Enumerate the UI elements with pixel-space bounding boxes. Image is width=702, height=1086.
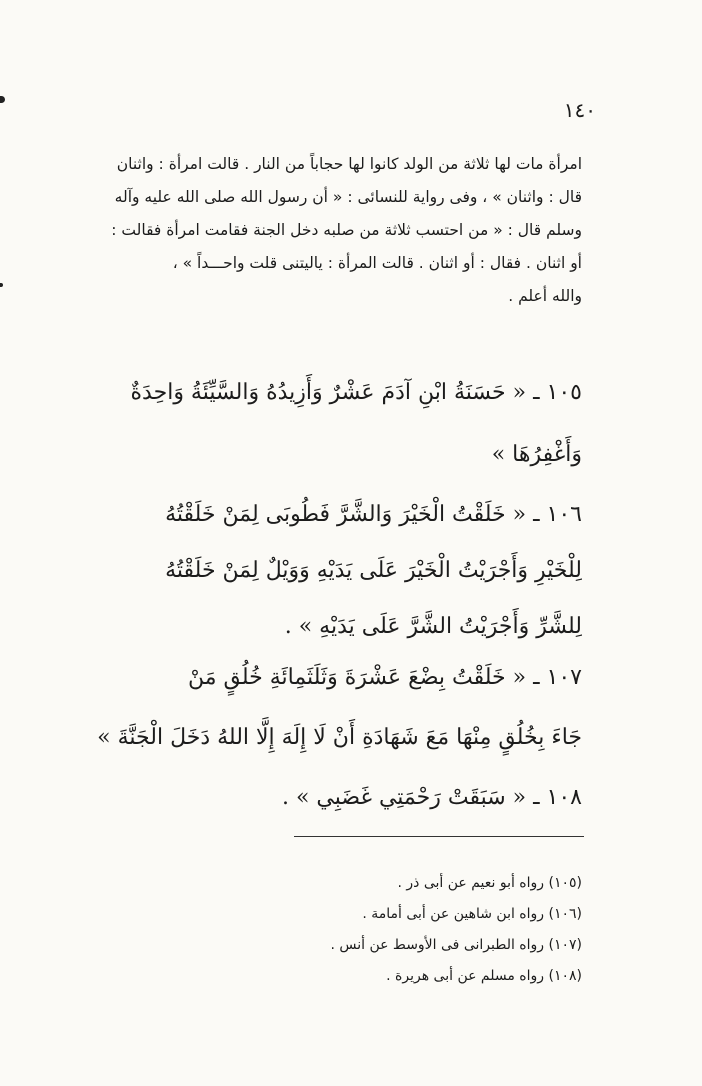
footnote-divider	[294, 836, 584, 837]
hadith-108	[64, 776, 582, 820]
intro-paragraph	[68, 148, 582, 313]
hadith-106	[64, 487, 582, 655]
footnote: (١٠٦) رواه ابن شاهين عن أبى أمامة .	[362, 906, 582, 922]
hadith-line: جَاءَ بِخُلُقٍ مِنْهَا مَعَ شَهَادَةِ أَنْ لَا إِلَهَ إِلَّا اللهُ دَخَلَ الْجَنَّةَ »	[97, 725, 582, 750]
footnote: (١٠٥) رواه أبو نعيم عن أبى ذر .	[397, 875, 582, 891]
hadith-105	[64, 362, 582, 486]
hadith-line: لِلْخَيْرِ وَأَجْرَيْتُ الْخَيْرَ عَلَى يَدَيْهِ وَوَيْلٌ لِمَنْ خَلَقْتُهُ	[165, 558, 582, 583]
hadith-line: وَأَغْفِرُهَا »	[491, 442, 582, 467]
hadith-line: ١٠٧ ـ « خَلَقْتُ بِضْعَ عَشْرَةَ وَثَلَثَمِائَةِ خُلُقٍ مَنْ	[187, 665, 582, 690]
text-line: وسلم قال : « من احتسب ثلاثة من صلبه دخل الجنة فقامت امرأة فقالت :	[111, 221, 582, 239]
hadith-line: ١٠٥ ـ « حَسَنَةُ ابْنِ آدَمَ عَشْرٌ وَأَزِيدُهُ وَالسَّيِّئَةُ وَاحِدَةٌ	[130, 380, 582, 405]
hadith-line: ١٠٨ ـ « سَبَقَتْ رَحْمَتِي غَضَبِي » .	[281, 785, 582, 810]
page-number: ١٤٠	[563, 98, 596, 122]
text-line: والله أعلم .	[508, 287, 582, 305]
hadith-line: ١٠٦ ـ « خَلَقْتُ الْخَيْرَ وَالشَّرَّ فَطُوبَى لِمَنْ خَلَقْتُهُ	[165, 502, 582, 527]
margin-mark	[0, 283, 3, 287]
text-line: قال : واثنان » ، وفى رواية للنسائى : « أن رسول الله صلى الله عليه وآله	[114, 188, 582, 206]
text-line: أو اثنان . فقال : أو اثنان . قالت المرأة : ياليتنى قلت واحـــداً » ،	[172, 254, 582, 272]
footnote: (١٠٧) رواه الطبرانى فى الأوسط عن أنس .	[330, 937, 582, 953]
hadith-107	[64, 648, 582, 768]
footnote: (١٠٨) رواه مسلم عن أبى هريرة .	[386, 968, 582, 984]
margin-mark	[0, 96, 5, 103]
text-line: امرأة مات لها ثلاثة من الولد كانوا لها حجاباً من النار . قالت امرأة : واثنان	[116, 155, 582, 173]
footnotes	[330, 868, 582, 992]
hadith-line: لِلشَّرِّ وَأَجْرَيْتُ الشَّرَّ عَلَى يَدَيْهِ » .	[284, 614, 582, 639]
